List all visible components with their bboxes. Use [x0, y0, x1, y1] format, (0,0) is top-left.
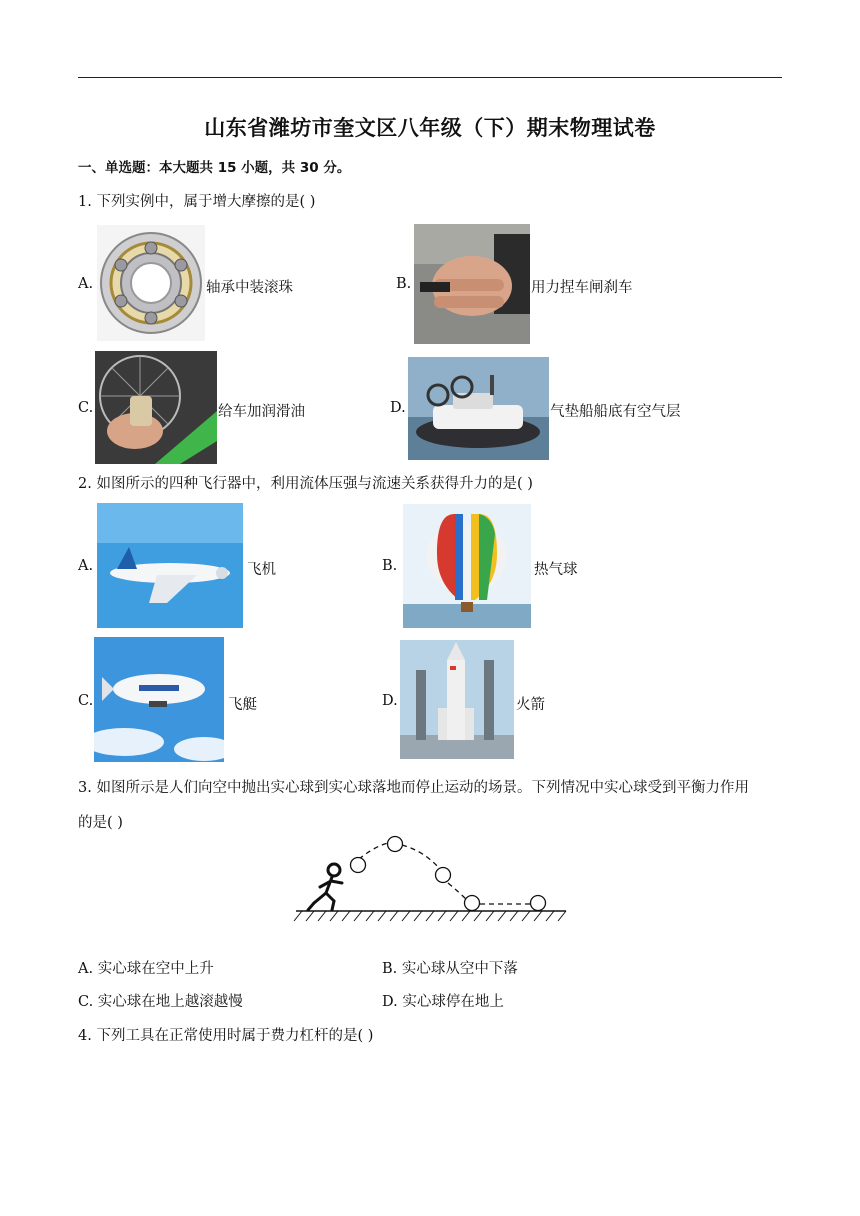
q2-option-c-label: 飞艇	[228, 697, 257, 713]
airship-image	[94, 637, 224, 762]
q1-option-b-label: 用力捏车闸刹车	[531, 280, 633, 296]
q1-option-b-letter: B.	[396, 276, 412, 292]
q1-option-c-letter: C.	[78, 400, 94, 416]
rocket-image	[400, 640, 514, 759]
q2-option-b-letter: B.	[382, 558, 398, 574]
question-2-stem: 2. 如图所示的四种飞行器中，利用流体压强与流速关系获得升力的是( )	[78, 476, 533, 492]
q2-option-a-label: 飞机	[247, 562, 276, 578]
q2-option-d-label: 火箭	[516, 697, 545, 713]
q3-choice-c[interactable]: C. 实心球在地上越滚越慢	[78, 994, 243, 1010]
question-3-stem-line2: 的是( )	[78, 815, 123, 831]
hot-air-balloon-image	[403, 504, 531, 628]
q1-option-a-label: 轴承中装滚珠	[206, 280, 293, 296]
page-title: 山东省潍坊市奎文区八年级（下）期末物理试卷	[204, 116, 656, 140]
question-1-stem: 1. 下列实例中，属于增大摩擦的是( )	[78, 194, 316, 210]
q3-choice-b[interactable]: B. 实心球从空中下落	[382, 961, 518, 977]
q1-option-d-label: 气垫船船底有空气层	[550, 404, 681, 420]
q3-choice-d[interactable]: D. 实心球停在地上	[382, 994, 504, 1010]
q2-option-b-label: 热气球	[534, 562, 578, 578]
q2-option-d-letter: D.	[382, 693, 398, 709]
q1-option-d-letter: D.	[390, 400, 406, 416]
question-3-stem-line1: 3. 如图所示是人们向空中抛出实心球到实心球落地而停止运动的场景。下列情况中实心球受到平衡力作用	[78, 780, 749, 796]
q1-option-a-letter: A.	[78, 276, 94, 292]
q1-option-c-label: 给车加润滑油	[218, 404, 305, 420]
q2-option-a-letter: A.	[78, 558, 94, 574]
ball-bearing-image	[97, 225, 205, 341]
q3-choice-a[interactable]: A. 实心球在空中上升	[78, 961, 214, 977]
question-4-stem: 4. 下列工具在正常使用时属于费力杠杆的是( )	[78, 1028, 374, 1044]
q2-option-c-letter: C.	[78, 693, 94, 709]
hand-brake-image	[414, 224, 530, 344]
bike-oil-image	[95, 351, 217, 464]
header-rule	[78, 77, 782, 78]
airplane-image	[97, 503, 243, 628]
section-heading: 一、单选题：本大题共 15 小题，共 30 分。	[78, 160, 351, 176]
hovercraft-image	[408, 357, 549, 460]
shot-put-trajectory-diagram	[292, 835, 570, 923]
